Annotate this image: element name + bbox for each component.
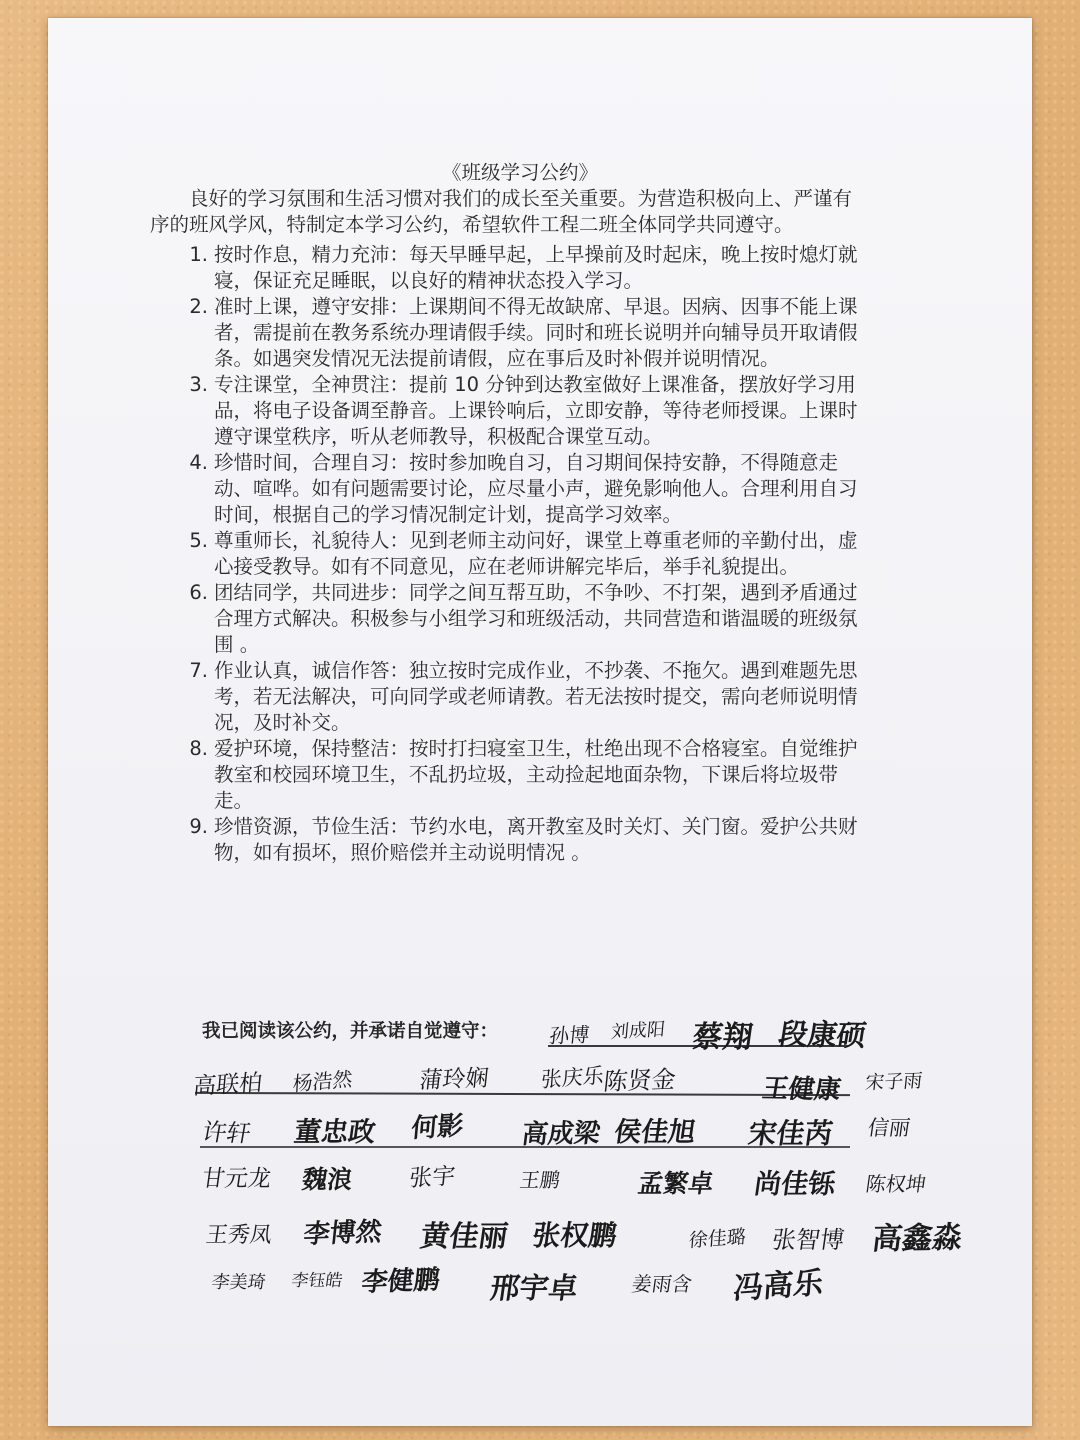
handwritten-signature: 李美琦 [210, 1272, 268, 1293]
handwritten-signature: 魏浪 [300, 1165, 355, 1194]
rule-text: 尊重师长，礼貌待人：见到老师主动问好，课堂上尊重老师的辛勤付出，虚心接受教导。如有不同意见，应在老师讲解完毕后，举手礼貌提出。 [214, 529, 858, 578]
handwritten-signature: 蒲玲娴 [418, 1065, 490, 1094]
handwritten-signature: 刘成阳 [610, 1019, 666, 1043]
rule-text: 按时作息，精力充沛：每天早睡早起，上早操前及时起床，晚上按时熄灯就寝，保证充足睡眠，以良好的精神状态投入学习。 [214, 243, 858, 292]
handwritten-signature: 何影 [410, 1111, 465, 1144]
rule-text: 作业认真，诚信作答：独立按时完成作业，不抄袭、不拖欠。遇到难题先思考，若无法解决，可向同学或老师请教。若无法按时提交，需向老师说明情况，及时补交。 [214, 659, 858, 734]
pledge-label: 我已阅读该公约，并承诺自觉遵守： [202, 1021, 499, 1042]
handwritten-signature: 张智博 [770, 1226, 847, 1254]
handwritten-signature: 甘元龙 [200, 1166, 273, 1192]
handwritten-signature: 姜雨含 [630, 1272, 694, 1296]
handwritten-signature: 杨浩然 [292, 1066, 354, 1096]
handwritten-signature: 段康硕 [776, 1017, 869, 1053]
rule-item [150, 736, 870, 814]
handwritten-signature: 李健鹏 [360, 1265, 442, 1298]
document-body [150, 160, 870, 866]
handwritten-signature: 李博然 [302, 1217, 384, 1250]
handwritten-signature: 邢宇卓 [488, 1271, 581, 1305]
handwritten-signature: 董忠政 [292, 1117, 378, 1148]
rule-item [150, 242, 870, 294]
rule-text: 准时上课，遵守安排：上课期间不得无故缺席、早退。因病、因事不能上课者，需提前在教务系统办理请假手续。同时和班长说明并向辅导员开取请假条。如遇突发情况无法提前请假，应在事后及时补假并说明情况。 [214, 295, 858, 370]
rule-number-text: 7. [189, 659, 208, 682]
handwritten-signature: 张宇 [408, 1163, 457, 1192]
rule-number-text: 8. [189, 737, 208, 760]
document-title: 《班级学习公约》 [441, 161, 598, 184]
rule-item [150, 528, 870, 580]
handwritten-signature: 高成梁 [520, 1118, 602, 1150]
rules-list [150, 242, 870, 866]
rule-text: 专注课堂，全神贯注：提前 10 分钟到达教室做好上课准备，摆放好学习用品，将电子设备调至静音。上课铃响后，立即安静，等待老师授课。上课时遵守课堂秩序，听从老师教导，积极配合课堂互动。 [214, 373, 858, 448]
handwritten-signature: 张庆乐 [540, 1063, 605, 1092]
rule-number-text: 1. [189, 243, 208, 266]
rule-item [150, 658, 870, 736]
handwritten-signature: 许轩 [200, 1118, 254, 1148]
handwritten-signature: 宋子雨 [864, 1069, 924, 1094]
handwritten-signature: 高联柏 [192, 1070, 264, 1100]
intro-paragraph: 良好的学习氛围和生活习惯对我们的成长至关重要。为营造积极向上、严谨有序的班风学风，特制定本学习公约，希望软件工程二班全体同学共同遵守。 [150, 187, 853, 236]
rule-text: 珍惜资源，节俭生活：节约水电，离开教室及时关灯、关门窗。爱护公共财物，如有损坏，照价赔偿并主动说明情况 。 [214, 815, 858, 864]
handwritten-signature: 宋佳芮 [746, 1117, 835, 1150]
rule-text: 团结同学，共同进步：同学之间互帮互助，不争吵、不打架，遇到矛盾通过合理方式解决。积极参与小组学习和班级活动，共同营造和谐温暖的班级氛围 。 [214, 581, 858, 656]
handwritten-signature: 尚佳铄 [752, 1169, 838, 1200]
rule-number-text: 2. [189, 295, 208, 318]
rule-item [150, 450, 870, 528]
rule-number-text: 3. [189, 373, 208, 396]
rule-number-text: 4. [189, 451, 208, 474]
rule-number-text: 5. [189, 529, 208, 552]
handwritten-signature: 黄佳丽 [418, 1219, 511, 1253]
handwritten-signature: 李钰皓 [290, 1271, 344, 1291]
handwritten-signature: 孟繁卓 [636, 1169, 716, 1198]
rule-text: 爱护环境，保持整洁：按时打扫寝室卫生，杜绝出现不合格寝室。自觉维护教室和校园环境卫生，不乱扔垃圾，主动捡起地面杂物，下课后将垃圾带走。 [214, 737, 858, 812]
handwritten-signature: 侯佳旭 [612, 1117, 698, 1148]
rule-item [150, 294, 870, 372]
handwritten-signature: 王秀凤 [204, 1223, 274, 1248]
handwritten-signature: 王健康 [760, 1074, 843, 1106]
rule-item [150, 814, 870, 866]
handwritten-signature: 信丽 [866, 1116, 912, 1140]
handwritten-signature: 高鑫淼 [870, 1220, 965, 1257]
rule-item [150, 372, 870, 450]
handwritten-signature: 孙博 [548, 1022, 591, 1048]
handwritten-signature: 陈权坤 [864, 1172, 928, 1196]
rule-number-text: 9. [189, 815, 208, 838]
handwritten-signature: 蔡翔 [690, 1020, 756, 1055]
handwritten-signature: 王鹏 [518, 1168, 562, 1192]
handwritten-signature: 冯高乐 [732, 1265, 825, 1307]
rule-number-text: 6. [189, 581, 208, 604]
rule-item [150, 580, 870, 658]
handwritten-signature: 陈贤金 [602, 1065, 678, 1096]
handwritten-signature: 徐佳璐 [688, 1225, 747, 1252]
handwritten-signature: 张权鹏 [530, 1219, 619, 1252]
rule-text: 珍惜时间，合理自习：按时参加晚自习，自习期间保持安静，不得随意走动、喧哗。如有问题需要讨论，应尽量小声，避免影响他人。合理利用自习时间，根据自己的学习情况制定计划，提高学习效率。 [214, 451, 858, 526]
